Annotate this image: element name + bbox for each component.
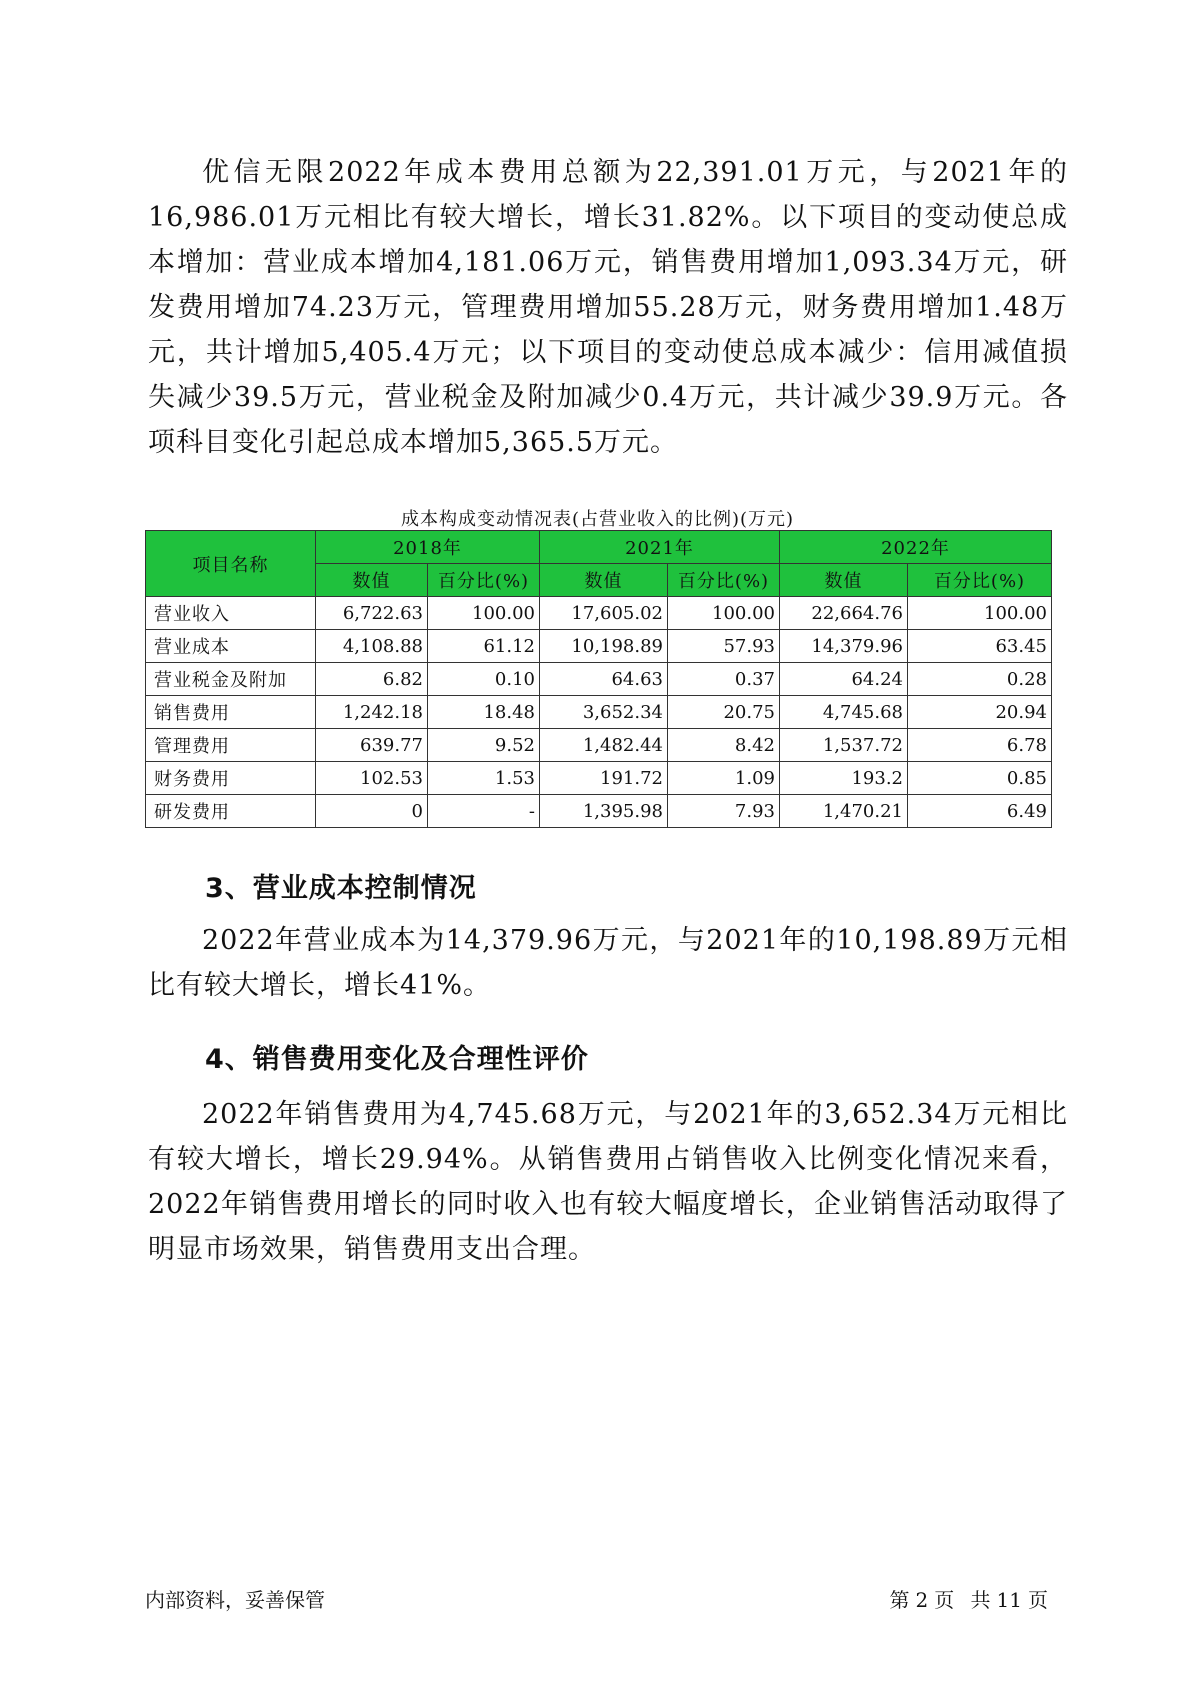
page-total: 11	[996, 1588, 1022, 1612]
cell: 0.85	[908, 762, 1052, 795]
cell: 6.82	[316, 663, 428, 696]
cell: 6,722.63	[316, 597, 428, 630]
cell: 22,664.76	[780, 597, 908, 630]
row-name: 营业税金及附加	[146, 663, 316, 696]
table-row	[146, 630, 1052, 663]
cell: 10,198.89	[540, 630, 668, 663]
table-row	[146, 696, 1052, 729]
row-name: 销售费用	[146, 696, 316, 729]
cell: 20.75	[668, 696, 780, 729]
cell: 4,108.88	[316, 630, 428, 663]
cell: 6.78	[908, 729, 1052, 762]
cell: 639.77	[316, 729, 428, 762]
cell: 14,379.96	[780, 630, 908, 663]
paragraph-cost-summary: 优信无限2022年成本费用总额为22,391.01万元，与2021年的16,986.01万元相比有较大增长，增长31.82%。以下项目的变动使总成本增加：营业成本增加4,181.06万元，销售费用增加1,093.34万元，研发费用增加74.23万元，管理费用增加55.28万元，财务费用增加1.48万元，共计增加5,405.4万元；以下项目的变动使总成本减少：信用减值损失减少39.5万元，营业税金及附加减少0.4万元，共计减少39.9万元。各项科目变化引起总成本增加5,365.5万元。	[148, 157, 1068, 458]
cell: 193.2	[780, 762, 908, 795]
paragraph-operating-cost: 2022年营业成本为14,379.96万元，与2021年的10,198.89万元相比有较大增长，增长41%。	[148, 925, 1068, 1001]
cell: 8.42	[668, 729, 780, 762]
header-percent: 百分比(%)	[428, 564, 540, 597]
cell: 1,537.72	[780, 729, 908, 762]
table-row	[146, 762, 1052, 795]
total-unit: 页	[1028, 1588, 1048, 1612]
row-name: 财务费用	[146, 762, 316, 795]
table-row	[146, 597, 1052, 630]
cost-structure-table	[145, 530, 1052, 828]
cell: 100.00	[668, 597, 780, 630]
cell: 100.00	[908, 597, 1052, 630]
section-heading-sales-expense: 4、销售费用变化及合理性评价	[205, 1044, 589, 1075]
cell: 18.48	[428, 696, 540, 729]
table-row	[146, 729, 1052, 762]
cell: 6.49	[908, 795, 1052, 828]
table-caption: 成本构成变动情况表(占营业收入的比例)(万元)	[400, 509, 795, 530]
cell: 0.28	[908, 663, 1052, 696]
cell: 0.10	[428, 663, 540, 696]
header-percent: 百分比(%)	[908, 564, 1052, 597]
header-year-2022: 2022年	[780, 531, 1052, 564]
page-prefix: 第	[889, 1588, 910, 1612]
page-unit: 页	[934, 1588, 955, 1612]
cell: 100.00	[428, 597, 540, 630]
total-prefix: 共	[970, 1588, 991, 1612]
table-row	[146, 663, 1052, 696]
cell: 64.63	[540, 663, 668, 696]
cell: 7.93	[668, 795, 780, 828]
footer-page-number	[886, 1584, 1051, 1613]
row-name: 营业成本	[146, 630, 316, 663]
table-header-row-years	[146, 531, 1052, 564]
header-percent: 百分比(%)	[668, 564, 780, 597]
cell: 9.52	[428, 729, 540, 762]
header-year-2021: 2021年	[540, 531, 780, 564]
cell: 102.53	[316, 762, 428, 795]
table-row	[146, 795, 1052, 828]
cell: 64.24	[780, 663, 908, 696]
cell: 0	[316, 795, 428, 828]
cell: 3,652.34	[540, 696, 668, 729]
paragraph-sales-expense: 2022年销售费用为4,745.68万元，与2021年的3,652.34万元相比有较大增长，增长29.94%。从销售费用占销售收入比例变化情况来看，2022年销售费用增长的同时收入也有较大幅度增长，企业销售活动取得了明显市场效果，销售费用支出合理。	[148, 1099, 1068, 1265]
header-value: 数值	[540, 564, 668, 597]
cell: -	[428, 795, 540, 828]
footer-confidential-note: 内部资料，妥善保管	[145, 1588, 325, 1612]
cell: 63.45	[908, 630, 1052, 663]
cell: 17,605.02	[540, 597, 668, 630]
cell: 1,470.21	[780, 795, 908, 828]
row-name: 营业收入	[146, 597, 316, 630]
page-current: 2	[915, 1588, 929, 1612]
cell: 1,395.98	[540, 795, 668, 828]
cell: 0.37	[668, 663, 780, 696]
cell: 1.53	[428, 762, 540, 795]
row-name: 管理费用	[146, 729, 316, 762]
header-item-name: 项目名称	[146, 531, 316, 597]
cell: 1,482.44	[540, 729, 668, 762]
cell: 4,745.68	[780, 696, 908, 729]
cell: 191.72	[540, 762, 668, 795]
row-name: 研发费用	[146, 795, 316, 828]
header-value: 数值	[316, 564, 428, 597]
cell: 1.09	[668, 762, 780, 795]
cell: 1,242.18	[316, 696, 428, 729]
section-heading-operating-cost: 3、营业成本控制情况	[205, 873, 477, 904]
header-year-2018: 2018年	[316, 531, 540, 564]
cell: 20.94	[908, 696, 1052, 729]
cell: 61.12	[428, 630, 540, 663]
cell: 57.93	[668, 630, 780, 663]
header-value: 数值	[780, 564, 908, 597]
